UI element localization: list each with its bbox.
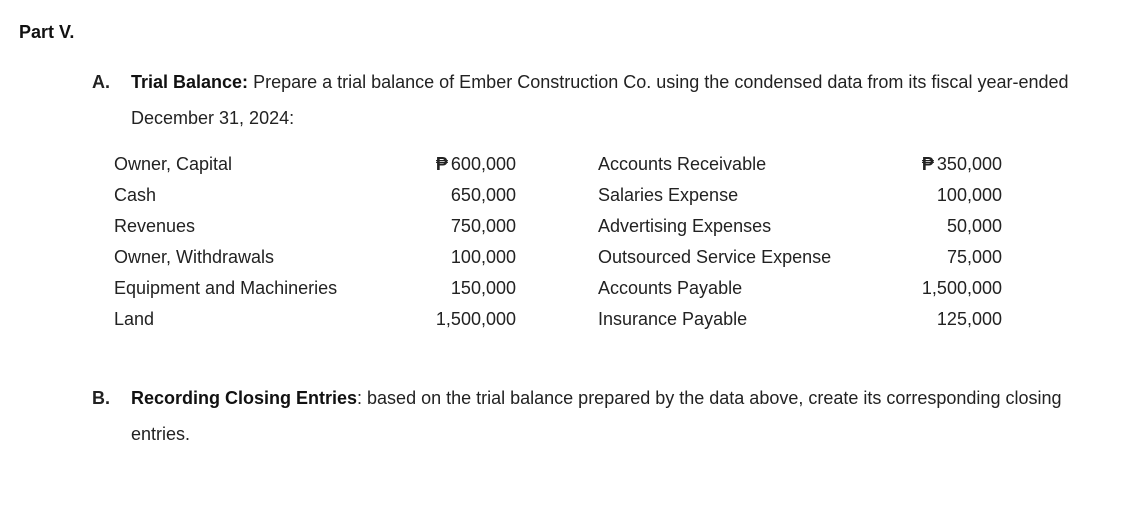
amount-value: 600,000 bbox=[450, 154, 516, 174]
amount-value: 350,000 bbox=[936, 154, 1002, 174]
section-a bbox=[92, 64, 1092, 136]
account-name: Insurance Payable bbox=[598, 309, 748, 329]
account-name: Owner, Withdrawals bbox=[114, 247, 275, 267]
account-name: Salaries Expense bbox=[598, 185, 739, 205]
account-amount bbox=[922, 154, 1002, 175]
account-row bbox=[114, 216, 1014, 247]
account-amount: 75,000 bbox=[946, 247, 1002, 267]
section-a-instructions bbox=[131, 64, 1081, 136]
account-name: Cash bbox=[114, 185, 157, 205]
section-b bbox=[92, 380, 1092, 452]
account-name: Outsourced Service Expense bbox=[598, 247, 832, 267]
account-amount: 100,000 bbox=[450, 247, 516, 267]
account-row bbox=[114, 309, 1014, 340]
account-amount: 650,000 bbox=[450, 185, 516, 205]
section-a-heading: Trial Balance: bbox=[131, 72, 249, 92]
account-amount bbox=[436, 154, 516, 175]
account-amount: 750,000 bbox=[450, 216, 516, 236]
account-name: Equipment and Machineries bbox=[114, 278, 338, 298]
part-title: Part V. bbox=[19, 22, 75, 42]
account-amount: 1,500,000 bbox=[435, 309, 516, 329]
accounts-list bbox=[114, 154, 1014, 340]
section-b-heading: Recording Closing Entries bbox=[131, 388, 358, 408]
account-name: Accounts Receivable bbox=[598, 154, 767, 174]
account-row bbox=[114, 154, 1014, 185]
account-name: Advertising Expenses bbox=[598, 216, 772, 236]
account-row bbox=[114, 185, 1014, 216]
account-amount: 50,000 bbox=[946, 216, 1002, 236]
peso-symbol: ₱ bbox=[435, 154, 448, 174]
account-amount: 1,500,000 bbox=[921, 278, 1002, 298]
account-amount: 100,000 bbox=[936, 185, 1002, 205]
section-b-instructions bbox=[131, 380, 1081, 452]
account-amount: 150,000 bbox=[450, 278, 516, 298]
account-row bbox=[114, 247, 1014, 278]
account-name: Land bbox=[114, 309, 155, 329]
account-row bbox=[114, 278, 1014, 309]
account-name: Owner, Capital bbox=[114, 154, 233, 174]
peso-symbol: ₱ bbox=[921, 154, 934, 174]
account-name: Revenues bbox=[114, 216, 196, 236]
section-a-text: Prepare a trial balance of Ember Construction Co. using the condensed data from its fiscal year-ended December 31, 2024: bbox=[131, 72, 1069, 128]
section-b-text: : based on the trial balance prepared by the data above, create its corresponding closing entries. bbox=[131, 388, 1062, 444]
account-name: Accounts Payable bbox=[598, 278, 743, 298]
section-a-letter: A. bbox=[92, 72, 110, 92]
section-b-letter: B. bbox=[92, 388, 110, 408]
account-amount: 125,000 bbox=[936, 309, 1002, 329]
